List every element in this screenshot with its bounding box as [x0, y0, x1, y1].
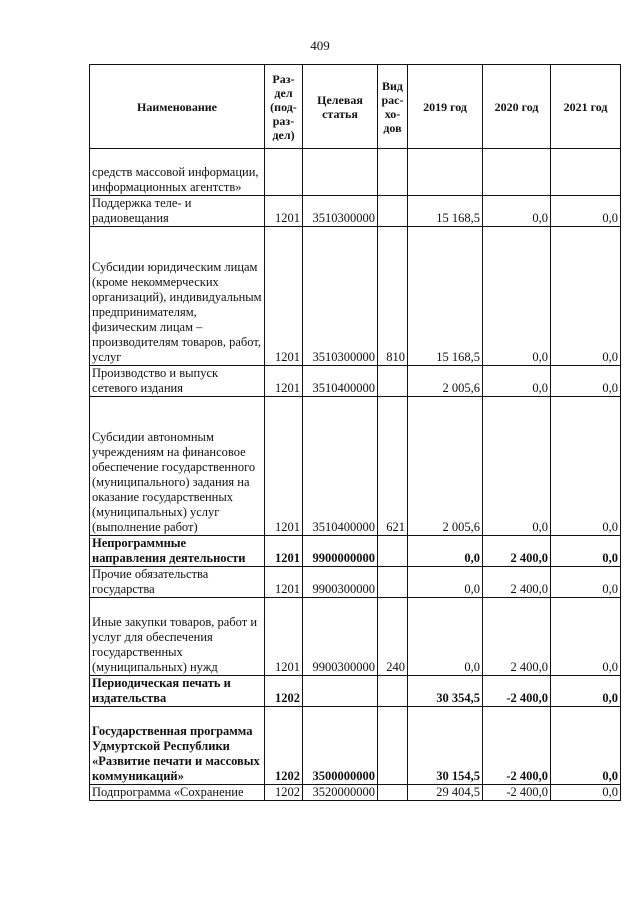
cell-target: 3510300000: [303, 196, 378, 227]
table-row: [90, 785, 621, 801]
cell-2021: 0,0: [551, 676, 621, 707]
cell-section: 1201: [265, 366, 303, 397]
cell-target: [303, 676, 378, 707]
table-row: [90, 366, 621, 397]
cell-target: 3500000000: [303, 707, 378, 785]
cell-2019: 30 154,5: [408, 707, 483, 785]
cell-section: [265, 149, 303, 196]
cell-name: Субсидии автономным учреждениям на финансовое обеспечение государственного (муниципального) задания на оказание государственных (муниципальных) услуг (выполнение работ): [90, 397, 265, 536]
table-row: [90, 536, 621, 567]
header-target: Целевая статья: [303, 65, 378, 149]
cell-expense: [378, 567, 408, 598]
cell-2020: 2 400,0: [483, 536, 551, 567]
cell-name: средств массовой информации, информационных агентств»: [90, 149, 265, 196]
cell-expense: [378, 676, 408, 707]
cell-expense: [378, 785, 408, 801]
cell-2020: 0,0: [483, 227, 551, 366]
cell-2019: 30 354,5: [408, 676, 483, 707]
cell-2020: [483, 149, 551, 196]
cell-2020: 0,0: [483, 366, 551, 397]
header-2019: 2019 год: [408, 65, 483, 149]
cell-name: Непрограммные направления деятельности: [90, 536, 265, 567]
cell-target: 3510300000: [303, 227, 378, 366]
cell-2020: -2 400,0: [483, 676, 551, 707]
cell-2019: 2 005,6: [408, 397, 483, 536]
cell-2021: 0,0: [551, 196, 621, 227]
cell-target: 3520000000: [303, 785, 378, 801]
cell-name: Периодическая печать и издательства: [90, 676, 265, 707]
table-row: [90, 598, 621, 676]
table-row: [90, 149, 621, 196]
cell-2019: 0,0: [408, 567, 483, 598]
table-row: [90, 676, 621, 707]
cell-target: 9900000000: [303, 536, 378, 567]
cell-2021: 0,0: [551, 227, 621, 366]
cell-2020: 2 400,0: [483, 598, 551, 676]
cell-2020: 0,0: [483, 196, 551, 227]
cell-target: [303, 149, 378, 196]
table-row: [90, 227, 621, 366]
cell-2021: [551, 149, 621, 196]
cell-expense: 810: [378, 227, 408, 366]
cell-section: 1201: [265, 536, 303, 567]
cell-expense: [378, 707, 408, 785]
cell-name: Производство и выпуск сетевого издания: [90, 366, 265, 397]
cell-section: 1202: [265, 676, 303, 707]
cell-2019: 15 168,5: [408, 227, 483, 366]
table-row: [90, 397, 621, 536]
cell-expense: 621: [378, 397, 408, 536]
cell-section: 1201: [265, 227, 303, 366]
cell-section: 1202: [265, 785, 303, 801]
cell-target: 9900300000: [303, 598, 378, 676]
cell-2021: 0,0: [551, 707, 621, 785]
cell-2019: [408, 149, 483, 196]
header-name: Наименование: [90, 65, 265, 149]
cell-target: 3510400000: [303, 366, 378, 397]
cell-name: Прочие обязательства государства: [90, 567, 265, 598]
cell-expense: 240: [378, 598, 408, 676]
cell-2019: 29 404,5: [408, 785, 483, 801]
cell-expense: [378, 366, 408, 397]
cell-2021: 0,0: [551, 598, 621, 676]
cell-name: Поддержка теле- и радиовещания: [90, 196, 265, 227]
header-expense: Вид рас- хо- дов: [378, 65, 408, 149]
cell-2019: 2 005,6: [408, 366, 483, 397]
cell-expense: [378, 196, 408, 227]
cell-2019: 15 168,5: [408, 196, 483, 227]
cell-2021: 0,0: [551, 785, 621, 801]
cell-section: 1201: [265, 567, 303, 598]
cell-2021: 0,0: [551, 366, 621, 397]
page-number: 409: [310, 38, 330, 53]
cell-section: 1202: [265, 707, 303, 785]
cell-expense: [378, 149, 408, 196]
cell-section: 1201: [265, 196, 303, 227]
cell-name: Государственная программа Удмуртской Республики «Развитие печати и массовых коммуникаций»: [90, 707, 265, 785]
cell-section: 1201: [265, 397, 303, 536]
cell-2021: 0,0: [551, 567, 621, 598]
table-row: [90, 707, 621, 785]
header-row: [90, 65, 621, 149]
header-section: Раз- дел (под- раз- дел): [265, 65, 303, 149]
table-row: [90, 567, 621, 598]
cell-2021: 0,0: [551, 397, 621, 536]
cell-2019: 0,0: [408, 598, 483, 676]
cell-target: 9900300000: [303, 567, 378, 598]
header-2020: 2020 год: [483, 65, 551, 149]
cell-2021: 0,0: [551, 536, 621, 567]
cell-section: 1201: [265, 598, 303, 676]
cell-2020: -2 400,0: [483, 707, 551, 785]
cell-name: Субсидии юридическим лицам (кроме некоммерческих организаций), индивидуальным предпринимателям, физическим лицам – производителям товаров, работ, услуг: [90, 227, 265, 366]
cell-2019: 0,0: [408, 536, 483, 567]
cell-2020: -2 400,0: [483, 785, 551, 801]
cell-expense: [378, 536, 408, 567]
budget-table: [89, 64, 621, 801]
cell-name: Подпрограмма «Сохранение: [90, 785, 265, 801]
header-2021: 2021 год: [551, 65, 621, 149]
cell-name: Иные закупки товаров, работ и услуг для обеспечения государственных (муниципальных) нужд: [90, 598, 265, 676]
cell-2020: 2 400,0: [483, 567, 551, 598]
table-row: [90, 196, 621, 227]
cell-target: 3510400000: [303, 397, 378, 536]
cell-2020: 0,0: [483, 397, 551, 536]
